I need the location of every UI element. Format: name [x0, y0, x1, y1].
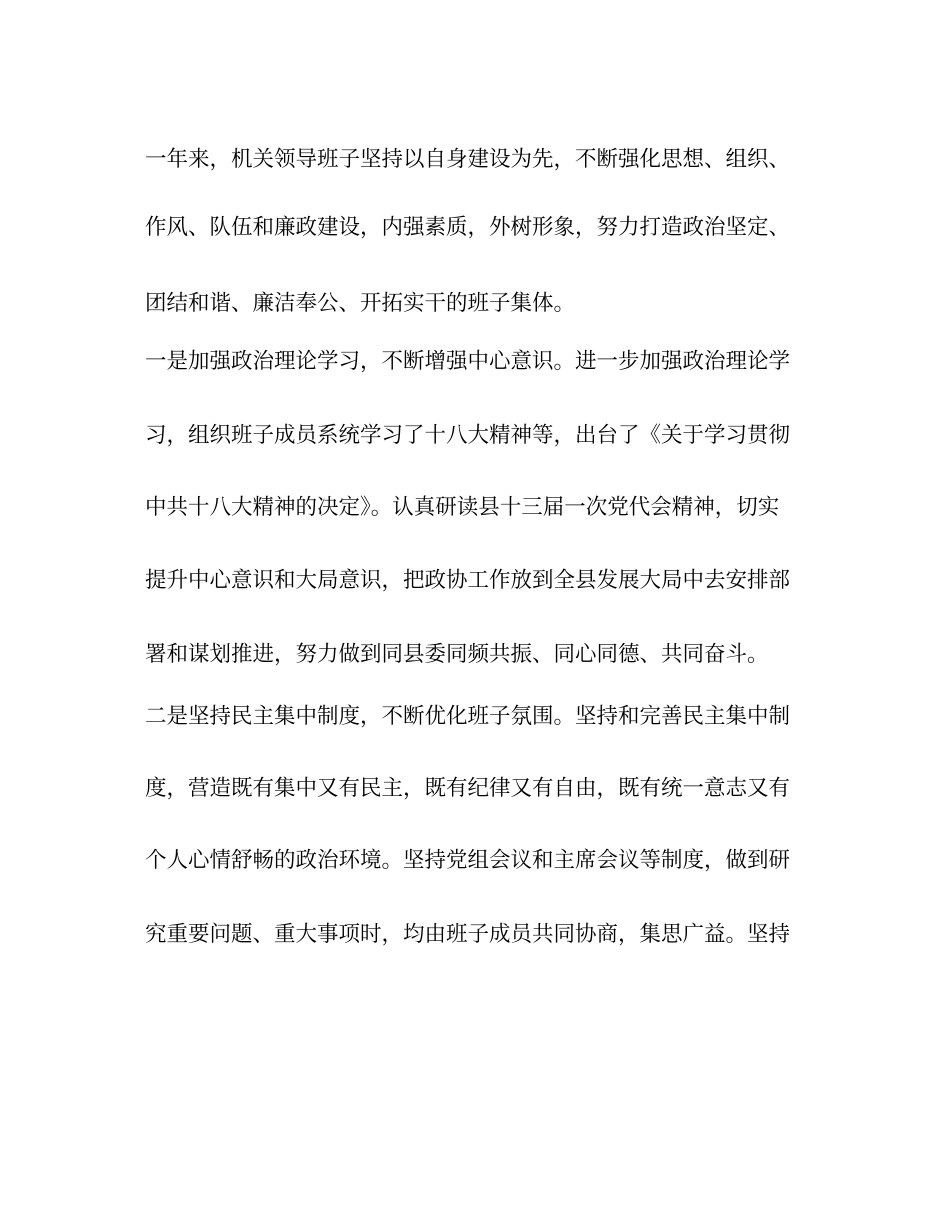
- text-line: 一是加强政治理论学习，不断增强中心意识。进一步加强政治理论学: [145, 349, 791, 374]
- text-line: 个人心情舒畅的政治环境。坚持党组会议和主席会议等制度，做到研: [145, 848, 791, 873]
- text-line: 一年来，机关领导班子坚持以自身建设为先，不断强化思想、组织、: [145, 147, 791, 172]
- text-line: 二是坚持民主集中制度，不断优化班子氛围。坚持和完善民主集中制: [145, 704, 791, 729]
- text-line: 作风、队伍和廉政建设，内强素质，外树形象，努力打造政治坚定、: [145, 215, 791, 240]
- text-line: 度，营造既有集中又有民主，既有纪律又有自由，既有统一意志又有: [145, 776, 791, 801]
- text-line: 署和谋划推进，努力做到同县委同频共振、同心同德、共同奋斗。: [145, 642, 769, 667]
- text-line: 习，组织班子成员系统学习了十八大精神等，出台了《关于学习贯彻: [145, 423, 791, 448]
- text-line: 团结和谐、廉洁奉公、开拓实干的班子集体。: [145, 291, 576, 316]
- text-line: 中共十八大精神的决定》。认真研读县十三届一次党代会精神，切实: [145, 495, 780, 520]
- text-line: 提升中心意识和大局意识，把政协工作放到全县发展大局中去安排部: [145, 568, 791, 593]
- text-line: 究重要问题、重大事项时，均由班子成员共同协商，集思广益。坚持: [145, 922, 791, 947]
